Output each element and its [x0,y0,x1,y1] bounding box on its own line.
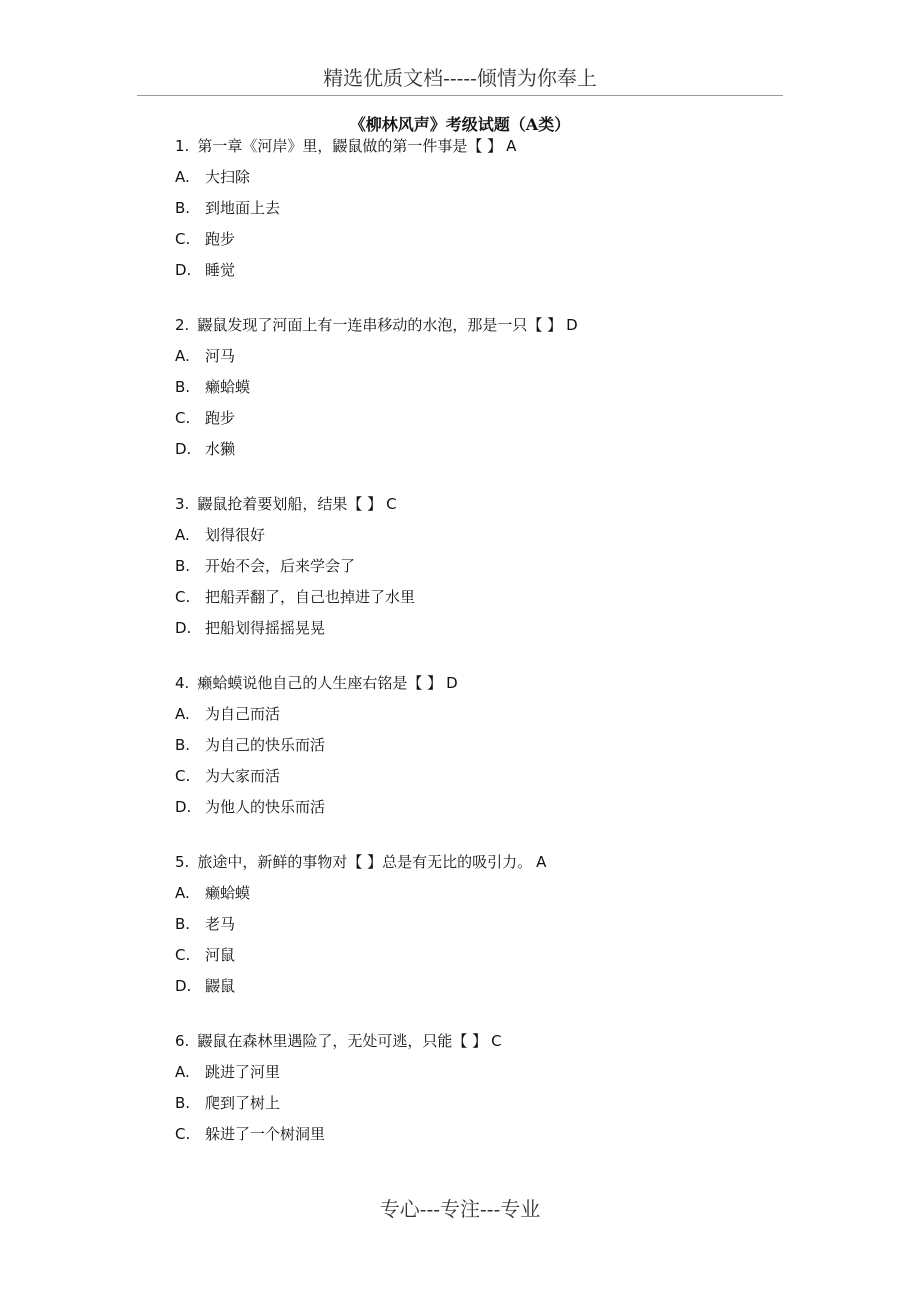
option-text: 开始不会，后来学会了 [205,557,356,575]
option-text: 把船弄翻了，自己也掉进了水里 [205,588,416,606]
answer-option [175,730,795,761]
option-letter: D. [175,798,192,816]
answer-option [175,940,795,971]
option-letter: C. [175,230,191,248]
question-text: 鼹鼠发现了河面上有一连串移动的水泡，那是一只【 】 [197,316,563,334]
option-letter: C. [175,1125,191,1143]
option-text: 癞蛤蟆 [205,884,251,902]
question-answer: C [386,495,397,513]
question-4 [175,668,795,823]
question-stem [175,310,795,341]
option-text: 到地面上去 [205,199,281,217]
option-letter: A. [175,1063,190,1081]
answer-option [175,162,795,193]
answer-option [175,699,795,730]
question-text: 第一章《河岸》里，鼹鼠做的第一件事是【 】 [197,137,503,155]
question-stem [175,1026,795,1057]
page-header: 精选优质文档-----倾情为你奉上 [323,66,597,90]
option-text: 水獭 [205,440,236,458]
option-text: 爬到了树上 [205,1094,281,1112]
question-stem [175,668,795,699]
answer-option [175,909,795,940]
answer-option [175,613,795,644]
question-number: 5. [175,853,190,871]
answer-option [175,224,795,255]
option-letter: C. [175,588,191,606]
question-2 [175,310,795,465]
option-text: 跑步 [205,230,236,248]
question-answer: C [491,1032,502,1050]
answer-option [175,551,795,582]
answer-option [175,1057,795,1088]
document-title: 《柳林风声》考级试题（A类） [349,115,571,134]
option-text: 跑步 [205,409,236,427]
option-letter: B. [175,557,191,575]
answer-option [175,255,795,286]
option-letter: C. [175,767,191,785]
question-number: 1. [175,137,190,155]
question-text: 鼹鼠抢着要划船，结果【 】 [197,495,383,513]
option-letter: A. [175,884,190,902]
question-stem [175,131,795,162]
option-text: 为大家而活 [205,767,281,785]
page-footer: 专心---专注---专业 [379,1197,541,1221]
option-letter: D. [175,440,192,458]
option-letter: A. [175,168,190,186]
question-list [175,131,795,1174]
question-answer: A [536,853,547,871]
question-text: 癞蛤蟆说他自己的人生座右铭是【 】 [197,674,443,692]
question-6 [175,1026,795,1150]
option-text: 河马 [205,347,236,365]
option-text: 跳进了河里 [205,1063,281,1081]
option-text: 河鼠 [205,946,236,964]
option-letter: A. [175,347,190,365]
question-number: 4. [175,674,190,692]
option-letter: C. [175,946,191,964]
answer-option [175,403,795,434]
option-letter: D. [175,977,192,995]
option-letter: D. [175,619,192,637]
answer-option [175,761,795,792]
option-letter: B. [175,915,191,933]
answer-option [175,878,795,909]
option-letter: A. [175,705,190,723]
question-5 [175,847,795,1002]
option-text: 为自己而活 [205,705,281,723]
option-text: 划得很好 [205,526,266,544]
question-1 [175,131,795,286]
option-letter: C. [175,409,191,427]
option-letter: D. [175,261,192,279]
question-text: 旅途中，新鲜的事物对【 】总是有无比的吸引力。 [197,853,533,871]
question-answer: D [566,316,578,334]
answer-option [175,971,795,1002]
question-answer: D [446,674,458,692]
option-letter: B. [175,199,191,217]
answer-option [175,1088,795,1119]
answer-option [175,1119,795,1150]
question-stem [175,847,795,878]
option-letter: B. [175,378,191,396]
option-text: 为他人的快乐而活 [205,798,326,816]
option-letter: A. [175,526,190,544]
option-text: 睡觉 [205,261,236,279]
option-text: 鼹鼠 [205,977,236,995]
question-text: 鼹鼠在森林里遇险了，无处可逃，只能【 】 [197,1032,488,1050]
answer-option [175,520,795,551]
option-text: 癞蛤蟆 [205,378,251,396]
question-3 [175,489,795,644]
option-letter: B. [175,736,191,754]
question-stem [175,489,795,520]
answer-option [175,434,795,465]
answer-option [175,582,795,613]
answer-option [175,341,795,372]
answer-option [175,792,795,823]
option-text: 躲进了一个树洞里 [205,1125,326,1143]
question-number: 2. [175,316,190,334]
option-text: 为自己的快乐而活 [205,736,326,754]
answer-option [175,193,795,224]
option-text: 大扫除 [205,168,251,186]
question-number: 6. [175,1032,190,1050]
header-divider [137,95,783,96]
answer-option [175,372,795,403]
option-letter: B. [175,1094,191,1112]
question-number: 3. [175,495,190,513]
question-answer: A [506,137,517,155]
option-text: 把船划得摇摇晃晃 [205,619,326,637]
option-text: 老马 [205,915,236,933]
